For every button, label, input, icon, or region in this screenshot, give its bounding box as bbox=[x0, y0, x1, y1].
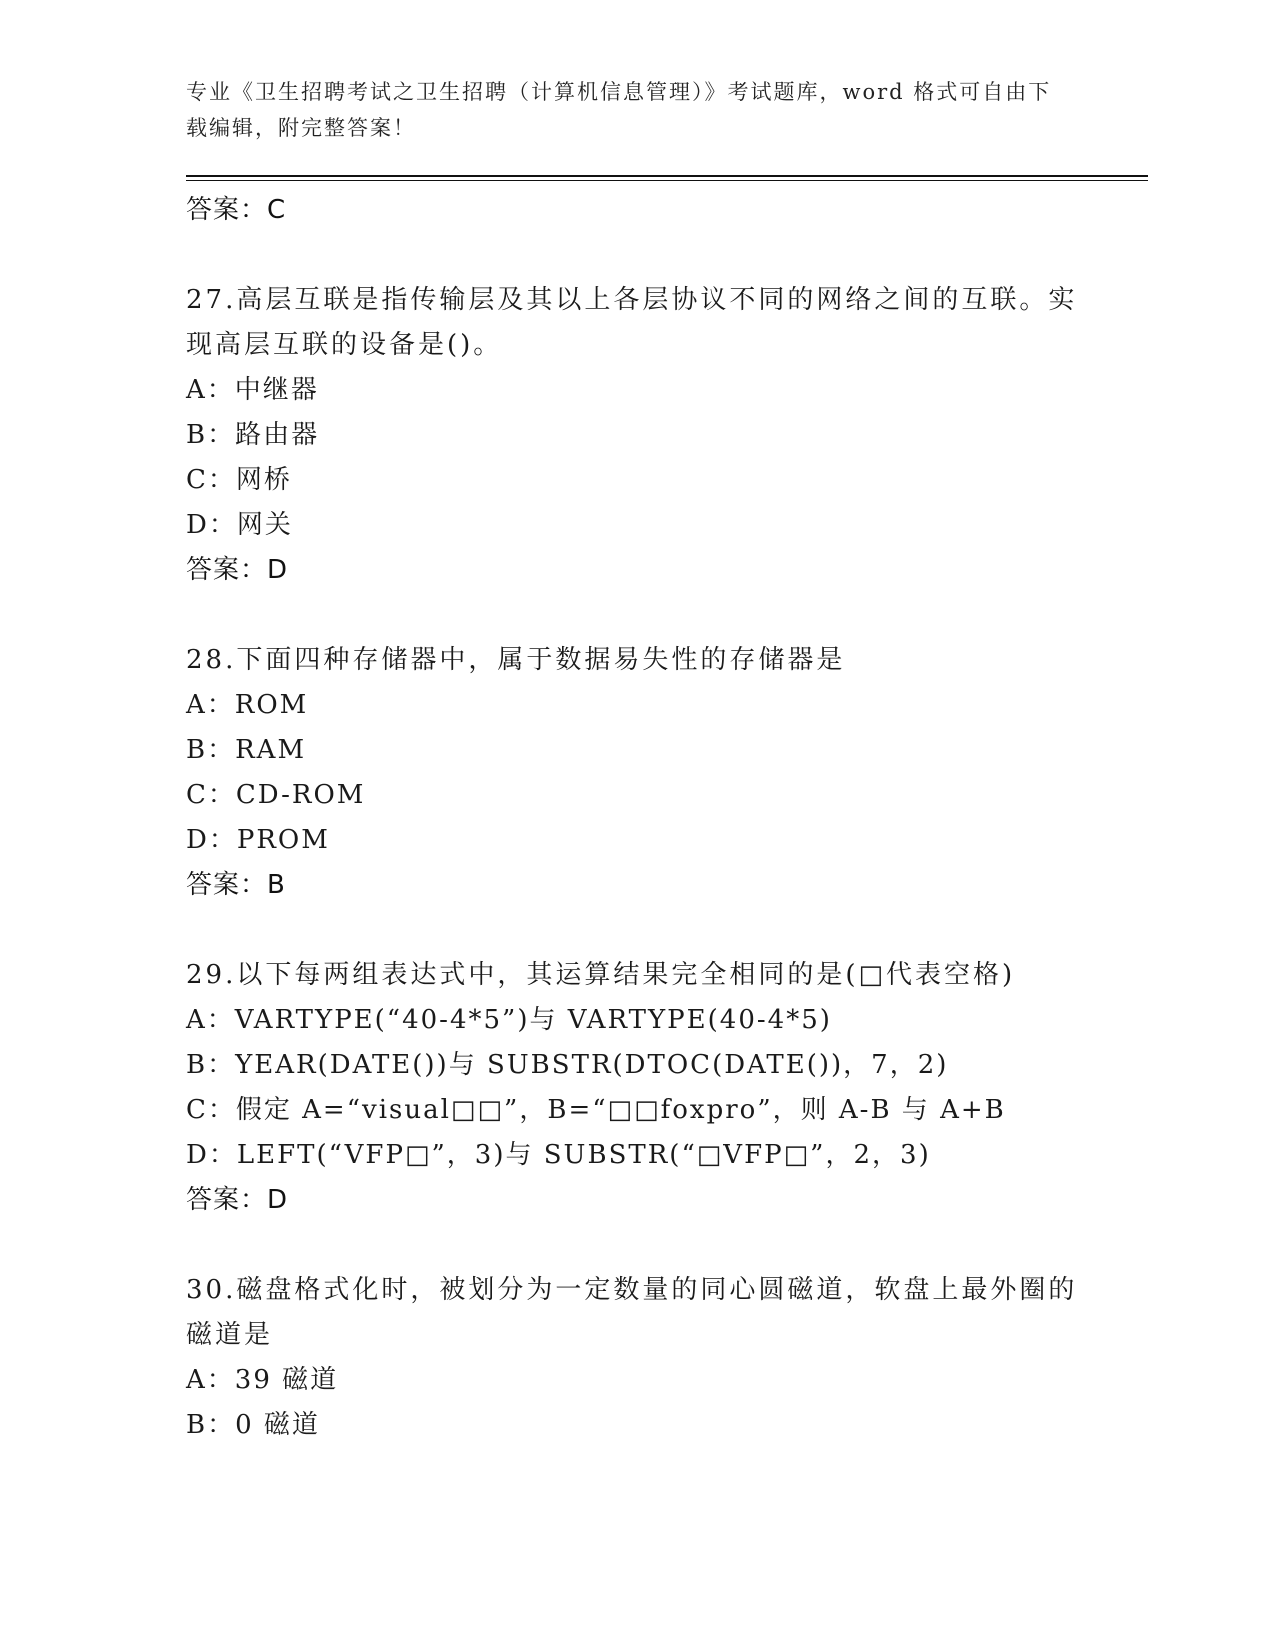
option-a: A：中继器 bbox=[186, 375, 319, 405]
option-b: B：RAM bbox=[186, 735, 307, 765]
question-text: 30.磁盘格式化时，被划分为一定数量的同心圆磁道，软盘上最外圈的磁道是 bbox=[186, 1275, 1078, 1350]
page-header: 专业《卫生招聘考试之卫生招聘（计算机信息管理）》考试题库，word 格式可自由下载编辑，附完整答案！ bbox=[186, 80, 1052, 140]
answer-line: 答案：C bbox=[186, 195, 287, 225]
option-a: A：VARTYPE(“40-4*5”)与 VARTYPE(40-4*5) bbox=[186, 1005, 832, 1035]
option-d: D：LEFT(“VFP□”，3)与 SUBSTR(“□VFP□”，2，3) bbox=[186, 1140, 931, 1170]
option-a: A：ROM bbox=[186, 690, 309, 720]
option-c: C：网桥 bbox=[186, 465, 292, 495]
question-list bbox=[186, 188, 1086, 1448]
question-text: 28.下面四种存储器中，属于数据易失性的存储器是 bbox=[186, 645, 846, 675]
answer-line: 答案：D bbox=[186, 555, 289, 585]
question-text: 29.以下每两组表达式中，其运算结果完全相同的是(□代表空格) bbox=[186, 960, 1016, 990]
option-b: B：YEAR(DATE())与 SUBSTR(DTOC(DATE())，7，2) bbox=[186, 1050, 949, 1080]
option-b: B：路由器 bbox=[186, 420, 320, 450]
option-a: A：39 磁道 bbox=[186, 1365, 339, 1395]
option-d: D：PROM bbox=[186, 825, 330, 855]
header-rule-thick bbox=[186, 175, 1148, 177]
spacer bbox=[186, 593, 1086, 638]
spacer bbox=[186, 908, 1086, 953]
answer-line: 答案：B bbox=[186, 870, 286, 900]
option-d: D：网关 bbox=[186, 510, 293, 540]
spacer bbox=[186, 233, 1086, 278]
header-rule-thin bbox=[186, 180, 1148, 181]
option-c: C：CD-ROM bbox=[186, 780, 366, 810]
spacer bbox=[186, 1223, 1086, 1268]
answer-line: 答案：D bbox=[186, 1185, 289, 1215]
option-c: C：假定 A=“visual□□”，B=“□□foxpro”，则 A-B 与 A+B bbox=[186, 1095, 1006, 1125]
option-b: B：0 磁道 bbox=[186, 1410, 320, 1440]
question-text: 27.高层互联是指传输层及其以上各层协议不同的网络之间的互联。实现高层互联的设备是()。 bbox=[186, 285, 1078, 360]
